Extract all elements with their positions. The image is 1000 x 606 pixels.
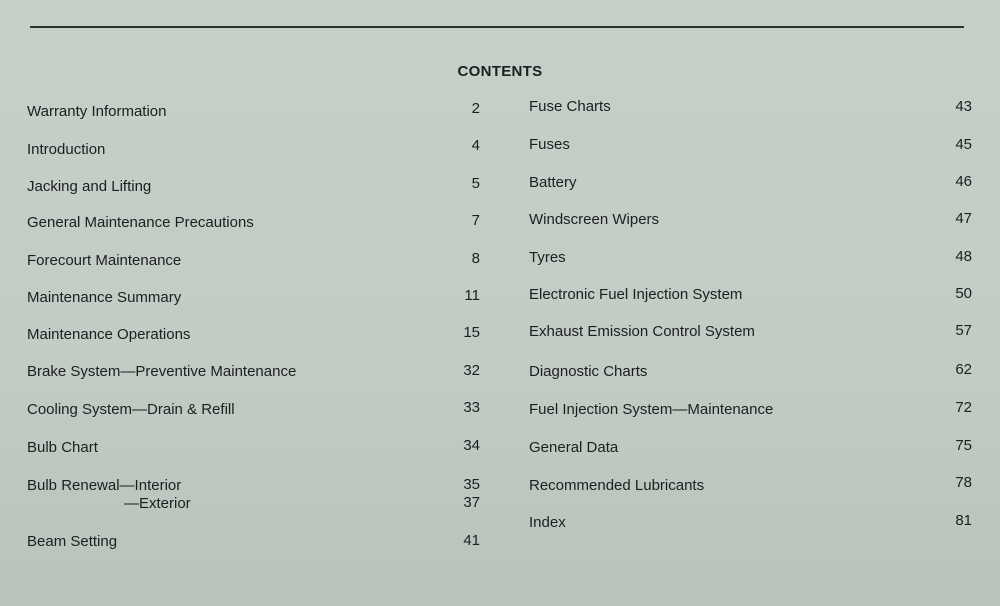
page-title: CONTENTS [457,63,543,80]
toc-entry-label: Battery [529,174,577,191]
toc-entry-page: 5 [471,175,480,192]
toc-entry-label: Maintenance Summary [27,289,182,306]
toc-entry-label: Index [529,514,566,531]
top-rule [30,26,964,28]
toc-entry-page: 2 [471,100,480,117]
toc-entry-page: 81 [955,512,972,529]
toc-entry-page: 37 [463,494,480,511]
toc-entry-page: 4 [471,137,480,154]
toc-entry-page: 72 [955,399,972,416]
toc-entry-label: Fuel Injection System—Maintenance [529,401,774,418]
toc-entry-page: 43 [955,98,972,115]
toc-entry-label: Forecourt Maintenance [27,252,182,269]
toc-entry-page: 45 [955,136,972,153]
toc-entry-page: 47 [955,210,972,227]
toc-entry-label: Maintenance Operations [27,326,191,343]
toc-entry-page: 62 [955,361,972,378]
toc-entry-label: Brake System—Preventive Maintenance [27,363,297,380]
toc-entry-page: 35 [463,476,480,493]
toc-entry-page: 7 [471,212,480,229]
toc-entry-label: Windscreen Wipers [529,211,660,228]
toc-entry-page: 46 [955,173,972,190]
toc-entry-label: Electronic Fuel Injection System [529,286,743,303]
toc-entry-page: 15 [463,324,480,341]
toc-entry-label: Recommended Lubricants [529,477,705,494]
toc-entry-page: 48 [955,248,972,265]
toc-entry-label: Jacking and Lifting [27,178,152,195]
toc-entry-label: Fuse Charts [529,98,611,115]
toc-entry-label: Beam Setting [27,533,118,550]
toc-entry-label: Exhaust Emission Control System [529,323,755,340]
toc-entry-label: —Exterior [124,495,191,512]
toc-entry-label: Diagnostic Charts [529,363,648,380]
toc-entry-page: 75 [955,437,972,454]
toc-entry-label: Introduction [27,141,106,158]
toc-entry-label: General Data [529,439,619,456]
toc-entry-page: 41 [463,532,480,549]
toc-entry-label: Bulb Renewal—Interior [27,477,182,494]
toc-entry-page: 78 [955,474,972,491]
toc-entry-label: General Maintenance Precautions [27,214,254,231]
toc-entry-label: Fuses [529,136,570,153]
toc-entry-page: 8 [471,250,480,267]
toc-entry-label: Tyres [529,249,566,266]
toc-entry-page: 33 [463,399,480,416]
toc-entry-page: 57 [955,322,972,339]
toc-entry-page: 32 [463,362,480,379]
toc-entry-page: 50 [955,285,972,302]
toc-entry-label: Warranty Information [27,103,167,120]
toc-entry-label: Bulb Chart [27,439,98,456]
toc-entry-page: 11 [464,287,480,304]
toc-entry-page: 34 [463,437,480,454]
toc-entry-label: Cooling System—Drain & Refill [27,401,235,418]
